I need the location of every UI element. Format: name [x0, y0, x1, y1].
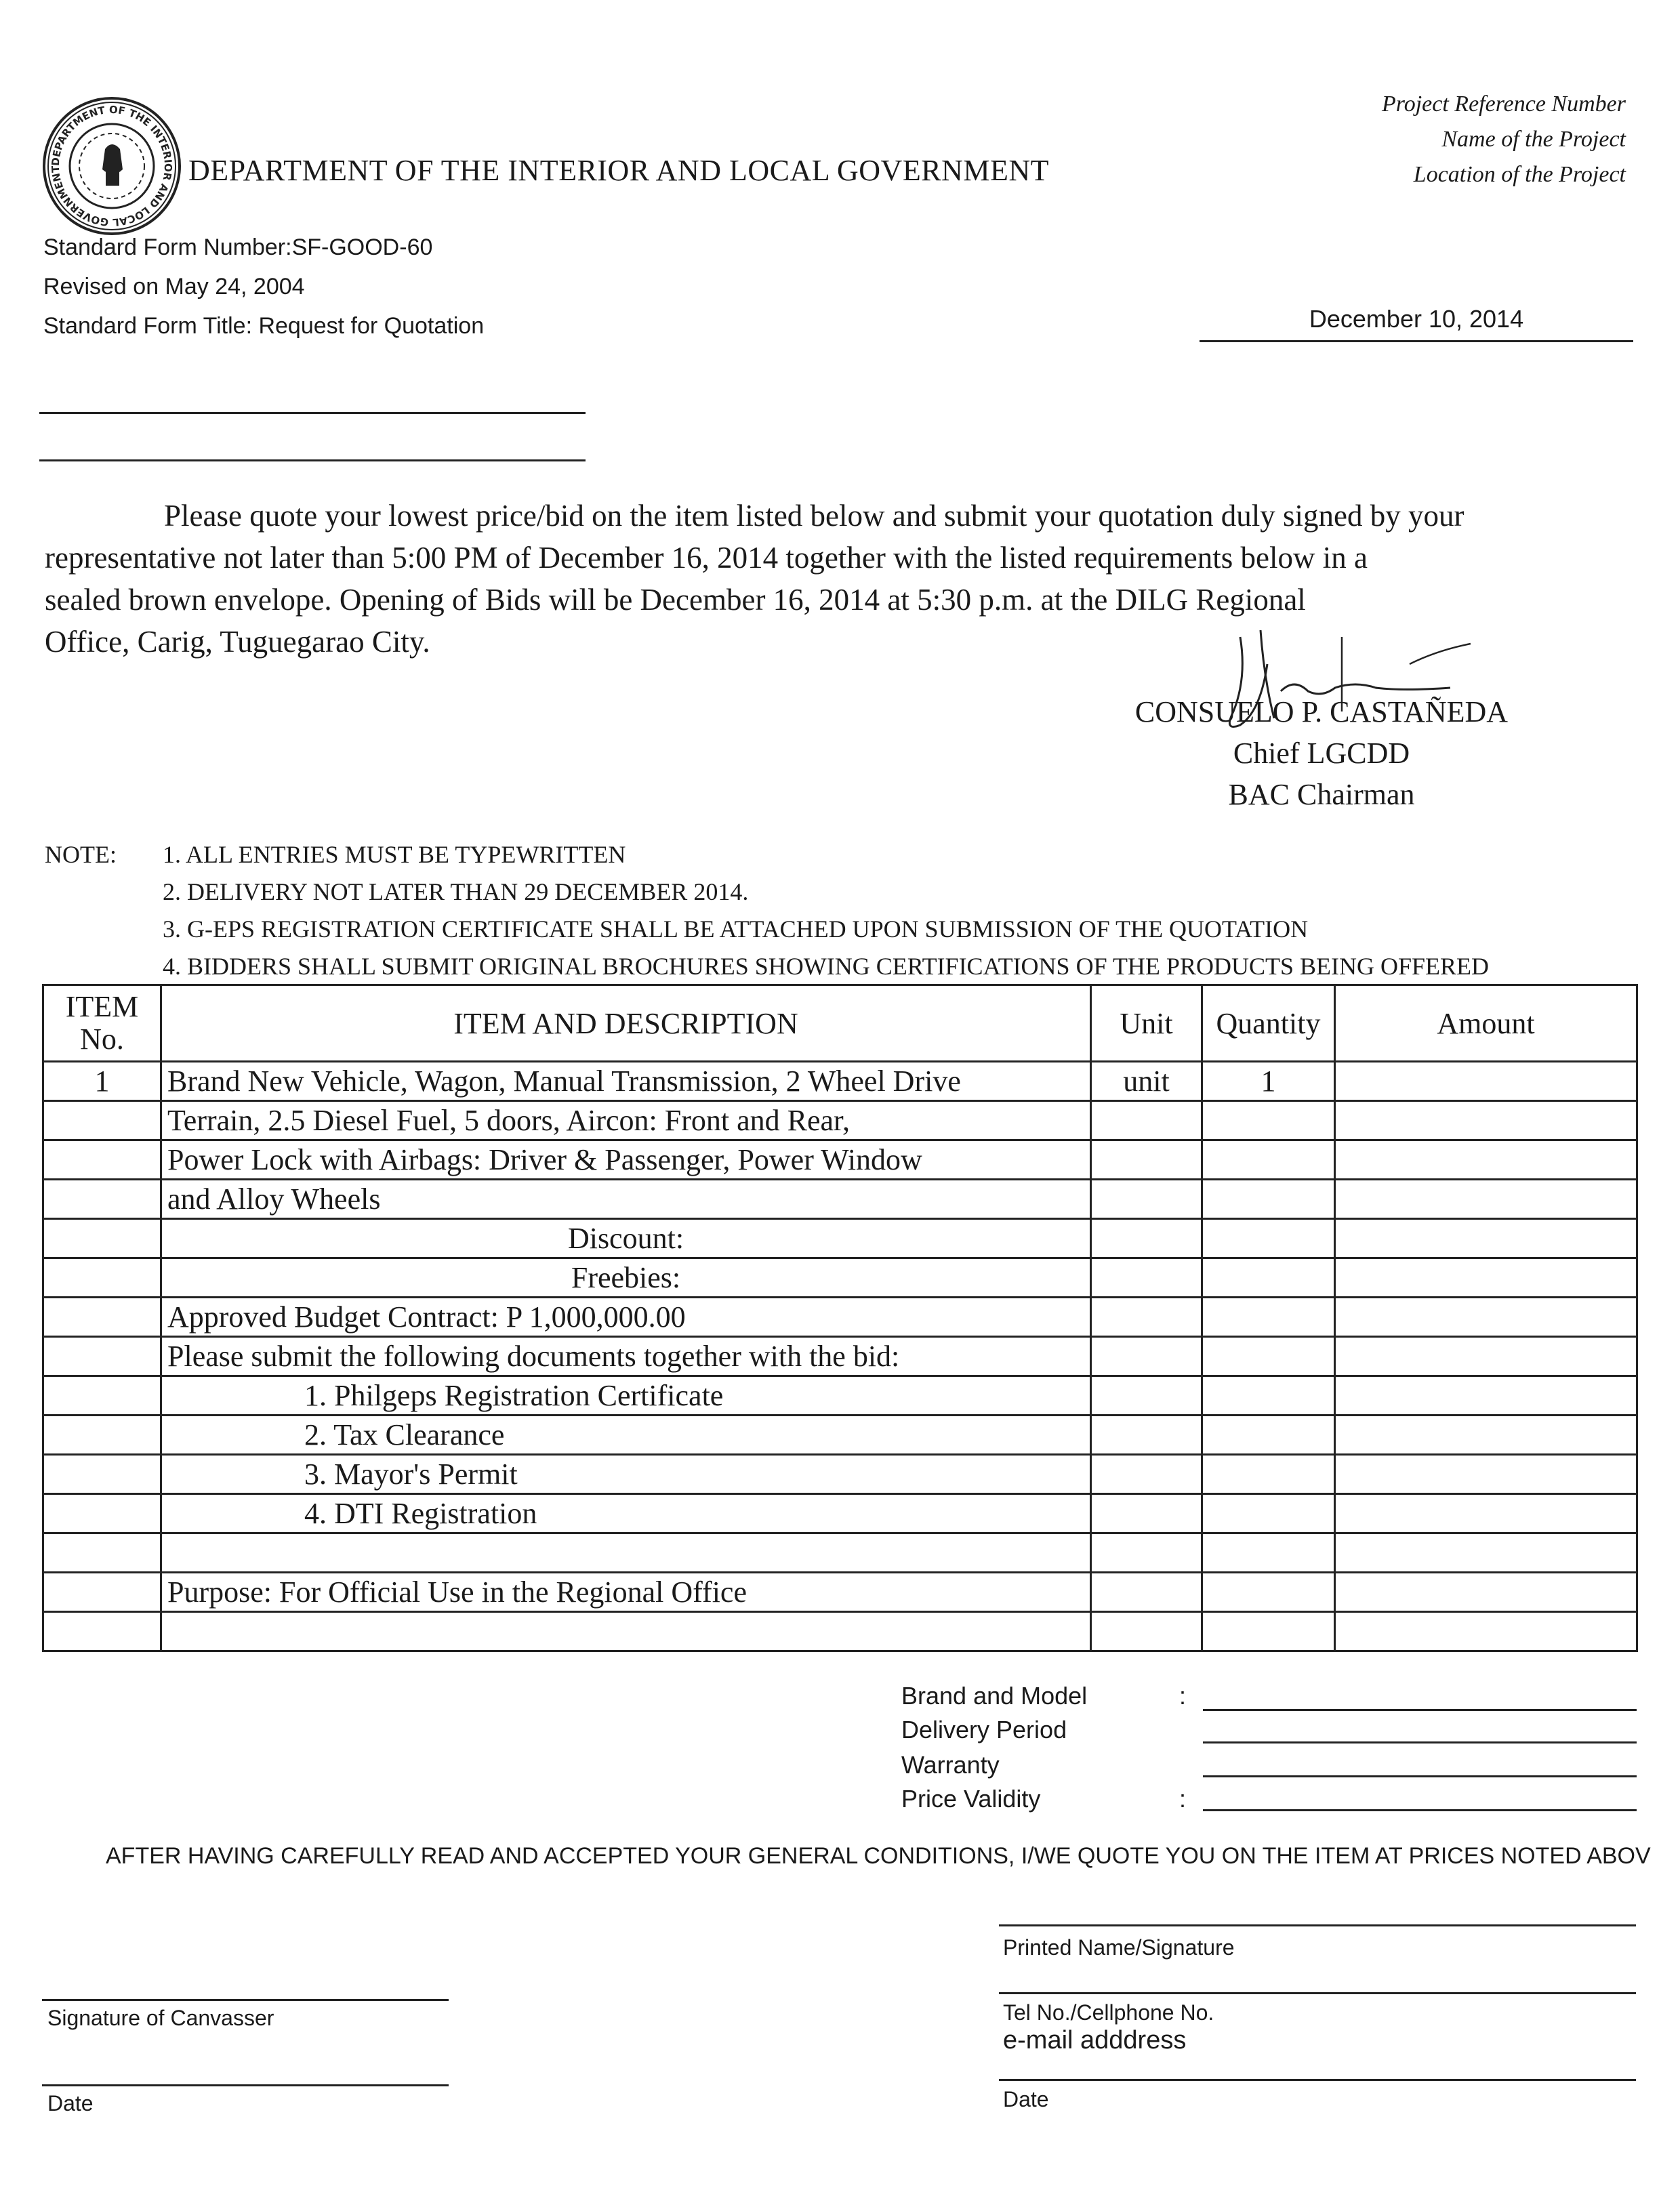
- quantity-cell: [1202, 1180, 1335, 1219]
- delivery-period-label: Delivery Period: [901, 1716, 1067, 1743]
- item-no-cell: [43, 1455, 161, 1494]
- table-row: [43, 1062, 1637, 1101]
- paragraph-line-1: Please quote your lowest price/bid on the item listed below and submit your quotation duly signed by your: [164, 499, 1464, 533]
- requirement-cell: 1. Philgeps Registration Certificate: [161, 1376, 1091, 1416]
- amount-cell[interactable]: [1335, 1062, 1637, 1101]
- table-row: [43, 1337, 1637, 1376]
- quantity-cell: [1202, 1337, 1335, 1376]
- table-row: [43, 1298, 1637, 1337]
- amount-cell[interactable]: [1335, 1494, 1637, 1533]
- form-number: Standard Form Number:SF-GOOD-60: [43, 234, 433, 260]
- description-cell: and Alloy Wheels: [161, 1180, 1091, 1219]
- item-no-cell: 1: [43, 1062, 161, 1101]
- amount-cell[interactable]: [1335, 1101, 1637, 1140]
- item-no-header-line-2: No.: [80, 1023, 124, 1056]
- printed-name-label: Printed Name/Signature: [1003, 1935, 1235, 1960]
- amount-cell[interactable]: [1335, 1140, 1637, 1180]
- unit-cell: [1091, 1416, 1202, 1455]
- amount-cell[interactable]: [1335, 1416, 1637, 1455]
- unit-cell: [1091, 1533, 1202, 1573]
- quantity-header: Quantity: [1202, 985, 1335, 1062]
- project-reference-label: Project Reference Number: [1381, 91, 1626, 117]
- item-no-cell: [43, 1376, 161, 1416]
- quantity-cell: [1202, 1416, 1335, 1455]
- table-row: [43, 1416, 1637, 1455]
- unit-cell: [1091, 1494, 1202, 1533]
- project-location-label: Location of the Project: [1413, 162, 1626, 187]
- description-header: ITEM AND DESCRIPTION: [161, 985, 1091, 1062]
- description-cell: Power Lock with Airbags: Driver & Passenger, Power Window: [161, 1140, 1091, 1180]
- quantity-cell: [1202, 1494, 1335, 1533]
- quantity-cell: 1: [1202, 1062, 1335, 1101]
- amount-header: Amount: [1335, 985, 1637, 1062]
- items-table: [42, 984, 1638, 1652]
- brand-model-label: Brand and Model: [901, 1682, 1088, 1710]
- amount-cell[interactable]: [1335, 1337, 1637, 1376]
- warranty-label: Warranty: [901, 1751, 1000, 1779]
- discount-cell: Discount:: [161, 1219, 1091, 1258]
- unit-cell: unit: [1091, 1062, 1202, 1101]
- date-underline: [1200, 340, 1633, 342]
- note-item: 1. ALL ENTRIES MUST BE TYPEWRITTEN: [163, 841, 626, 868]
- item-no-cell: [43, 1219, 161, 1258]
- quantity-cell: [1202, 1258, 1335, 1298]
- addressee-line-2: [39, 459, 586, 461]
- canvasser-signature-line[interactable]: [42, 1999, 449, 2001]
- amount-cell[interactable]: [1335, 1455, 1637, 1494]
- table-row: [43, 1494, 1637, 1533]
- item-no-cell: [43, 1298, 161, 1337]
- item-no-header: [43, 985, 161, 1062]
- table-row: [43, 1533, 1637, 1573]
- price-validity-label: Price Validity: [901, 1785, 1041, 1813]
- date-left-line[interactable]: [42, 2084, 449, 2086]
- document-date: December 10, 2014: [1309, 305, 1524, 333]
- acceptance-statement: AFTER HAVING CAREFULLY READ AND ACCEPTED YOUR GENERAL CONDITIONS, I/WE QUOTE YOU ON THE ITEM AT PRICES NOTED ABOV: [106, 1843, 1651, 1869]
- item-no-cell: [43, 1494, 161, 1533]
- signatory-name: CONSUELO P. CASTAÑEDA: [1134, 695, 1509, 728]
- description-cell: Brand New Vehicle, Wagon, Manual Transmission, 2 Wheel Drive: [161, 1062, 1091, 1101]
- amount-cell[interactable]: [1335, 1533, 1637, 1573]
- quantity-cell: [1202, 1533, 1335, 1573]
- item-no-cell: [43, 1258, 161, 1298]
- requirements-intro-cell: Please submit the following documents together with the bid:: [161, 1337, 1091, 1376]
- unit-cell: [1091, 1140, 1202, 1180]
- freebies-cell: Freebies:: [161, 1258, 1091, 1298]
- project-info: [1382, 87, 1626, 192]
- item-no-cell: [43, 1573, 161, 1612]
- project-name-label: Name of the Project: [1441, 127, 1626, 152]
- unit-cell: [1091, 1337, 1202, 1376]
- item-no-cell: [43, 1533, 161, 1573]
- department-title: DEPARTMENT OF THE INTERIOR AND LOCAL GOVERNMENT: [188, 154, 1049, 187]
- tel-label: Tel No./Cellphone No.: [1003, 2000, 1214, 2025]
- signatory-title: Chief LGCDD: [1233, 737, 1410, 770]
- paragraph-line-4: Office, Carig, Tuguegarao City.: [45, 625, 430, 659]
- table-row: [43, 1612, 1637, 1651]
- item-no-cell: [43, 1101, 161, 1140]
- quantity-cell: [1202, 1101, 1335, 1140]
- signatory-role: BAC Chairman: [1228, 778, 1415, 811]
- note-item: 3. G-EPS REGISTRATION CERTIFICATE SHALL BE ATTACHED UPON SUBMISSION OF THE QUOTATION: [163, 915, 1309, 943]
- form-title: Standard Form Title: Request for Quotation: [43, 313, 485, 339]
- table-row: [43, 1376, 1637, 1416]
- quantity-cell: [1202, 1455, 1335, 1494]
- brand-model-field[interactable]: [1203, 1709, 1637, 1711]
- unit-cell: [1091, 1612, 1202, 1651]
- brand-model-colon: :: [1179, 1682, 1187, 1710]
- purpose-cell: Purpose: For Official Use in the Regional Office: [161, 1573, 1091, 1612]
- amount-cell[interactable]: [1335, 1219, 1637, 1258]
- price-validity-field[interactable]: [1203, 1809, 1637, 1811]
- amount-cell[interactable]: [1335, 1180, 1637, 1219]
- quantity-cell: [1202, 1612, 1335, 1651]
- email-label: e-mail adddress: [1003, 2026, 1187, 2055]
- description-cell: Terrain, 2.5 Diesel Fuel, 5 doors, Aircon: Front and Rear,: [161, 1101, 1091, 1140]
- warranty-field[interactable]: [1203, 1775, 1637, 1777]
- note-item: 2. DELIVERY NOT LATER THAN 29 DECEMBER 2014.: [163, 878, 749, 905]
- note-label: NOTE:: [45, 841, 117, 868]
- paragraph-line-3: sealed brown envelope. Opening of Bids will be December 16, 2014 at 5:30 p.m. at the DILG Regional: [45, 583, 1306, 617]
- unit-cell: [1091, 1180, 1202, 1219]
- unit-cell: [1091, 1455, 1202, 1494]
- table-row: [43, 1101, 1637, 1140]
- table-header-row: [43, 985, 1637, 1062]
- quantity-cell: [1202, 1219, 1335, 1258]
- quantity-cell: [1202, 1298, 1335, 1337]
- quantity-cell: [1202, 1376, 1335, 1416]
- printed-name-line[interactable]: [999, 1924, 1636, 1926]
- date-left-label: Date: [47, 2091, 94, 2115]
- item-no-cell: [43, 1140, 161, 1180]
- amount-cell[interactable]: [1335, 1258, 1637, 1298]
- item-no-cell: [43, 1180, 161, 1219]
- unit-cell: [1091, 1258, 1202, 1298]
- table-row: [43, 1258, 1637, 1298]
- canvasser-signature-label: Signature of Canvasser: [47, 2006, 274, 2030]
- table-row: [43, 1219, 1637, 1258]
- unit-header: Unit: [1091, 985, 1202, 1062]
- item-no-header-line-1: ITEM: [65, 990, 139, 1023]
- budget-cell: Approved Budget Contract: P 1,000,000.00: [161, 1298, 1091, 1337]
- unit-cell: [1091, 1298, 1202, 1337]
- quantity-cell: [1202, 1140, 1335, 1180]
- svg-text:DEPARTMENT OF THE INTERIOR AND: DEPARTMENT OF THE INTERIOR AND LOCAL GOVERNMENT: [49, 103, 175, 229]
- quantity-cell: [1202, 1573, 1335, 1612]
- item-no-cell: [43, 1416, 161, 1455]
- unit-cell: [1091, 1573, 1202, 1612]
- table-row: [43, 1455, 1637, 1494]
- unit-cell: [1091, 1101, 1202, 1140]
- amount-cell[interactable]: [1335, 1298, 1637, 1337]
- date-right-label: Date: [1003, 2087, 1049, 2111]
- addressee-line-1: [39, 412, 586, 414]
- note-item: 4. BIDDERS SHALL SUBMIT ORIGINAL BROCHURES SHOWING CERTIFICATIONS OF THE PRODUCTS BEING OFFERED: [163, 953, 1489, 980]
- item-no-cell: [43, 1337, 161, 1376]
- delivery-period-field[interactable]: [1203, 1741, 1637, 1743]
- table-row: [43, 1180, 1637, 1219]
- paragraph-line-2: representative not later than 5:00 PM of December 16, 2014 together with the listed requirements below in a: [45, 541, 1368, 575]
- revised-date: Revised on May 24, 2004: [43, 274, 305, 300]
- price-validity-colon: :: [1179, 1785, 1187, 1813]
- table-row: [43, 1573, 1637, 1612]
- description-cell: [161, 1533, 1091, 1573]
- requirement-cell: 3. Mayor's Permit: [161, 1455, 1091, 1494]
- amount-cell[interactable]: [1335, 1612, 1637, 1651]
- date-right-line[interactable]: [999, 2079, 1636, 2081]
- unit-cell: [1091, 1219, 1202, 1258]
- item-no-cell: [43, 1612, 161, 1651]
- requirement-cell: 4. DTI Registration: [161, 1494, 1091, 1533]
- amount-cell[interactable]: [1335, 1573, 1637, 1612]
- table-row: [43, 1140, 1637, 1180]
- unit-cell: [1091, 1376, 1202, 1416]
- dilg-seal-logo: [41, 95, 183, 237]
- requirement-cell: 2. Tax Clearance: [161, 1416, 1091, 1455]
- signatory-block: [1118, 691, 1525, 815]
- tel-line[interactable]: [999, 1992, 1636, 1994]
- amount-cell[interactable]: [1335, 1376, 1637, 1416]
- description-cell: [161, 1612, 1091, 1651]
